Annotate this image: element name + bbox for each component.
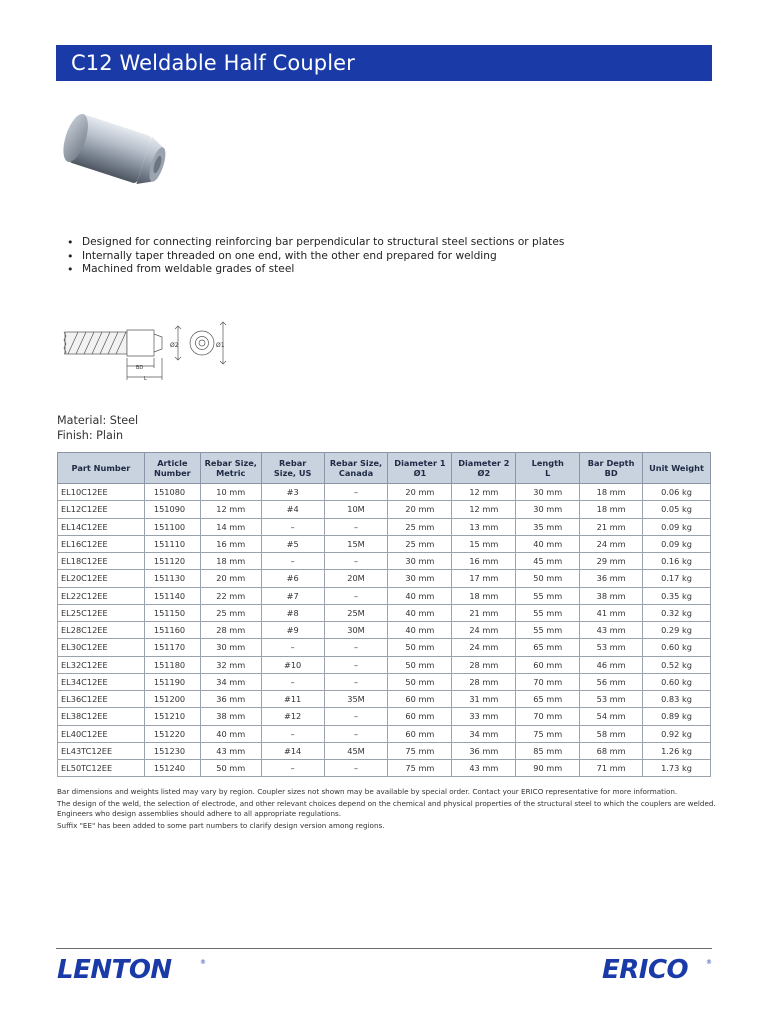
table-cell: – — [324, 760, 388, 777]
table-cell: 70 mm — [516, 708, 580, 725]
table-cell: 10M — [324, 501, 388, 518]
table-cell: 40 mm — [388, 622, 452, 639]
table-cell: 50 mm — [516, 570, 580, 587]
table-cell: 40 mm — [388, 587, 452, 604]
table-cell: 32 mm — [200, 656, 261, 673]
part-number-cell: EL10C12EE — [58, 484, 145, 501]
table-cell: 50 mm — [388, 639, 452, 656]
part-number-cell: EL20C12EE — [58, 570, 145, 587]
table-header-cell — [200, 453, 261, 484]
feature-item: • Designed for connecting reinforcing bar perpendicular to structural steel sections or plates — [66, 236, 564, 250]
table-cell: 45 mm — [516, 553, 580, 570]
table-cell: 34 mm — [452, 725, 516, 742]
technical-drawing — [60, 318, 240, 384]
table-cell: 151170 — [144, 639, 200, 656]
spec-table — [57, 452, 711, 777]
table-header-cell — [144, 453, 200, 484]
table-cell: 15 mm — [452, 535, 516, 552]
header-text: Ø1 — [413, 468, 427, 478]
header-text: Rebar Size, — [329, 458, 383, 468]
table-cell: – — [324, 725, 388, 742]
drawing-label-d1: Ø1 — [216, 342, 225, 349]
header-text: Diameter 1 — [394, 458, 446, 468]
part-number-cell: EL16C12EE — [58, 535, 145, 552]
table-cell: 25 mm — [388, 535, 452, 552]
table-cell: 40 mm — [516, 535, 580, 552]
header-text: Part Number — [71, 463, 131, 473]
table-cell: 18 mm — [200, 553, 261, 570]
table-cell: 151190 — [144, 673, 200, 690]
table-cell: – — [324, 673, 388, 690]
table-cell: 50 mm — [200, 760, 261, 777]
part-number-cell: EL43TC12EE — [58, 742, 145, 759]
table-cell: 55 mm — [516, 622, 580, 639]
table-cell: 151080 — [144, 484, 200, 501]
table-cell: 20 mm — [388, 484, 452, 501]
lenton-logo-text: LENTON — [57, 955, 172, 983]
table-cell: #9 — [261, 622, 324, 639]
table-row — [58, 691, 711, 708]
table-cell: 50 mm — [388, 673, 452, 690]
part-number-cell: EL36C12EE — [58, 691, 145, 708]
lenton-logo — [57, 955, 207, 983]
table-cell: 38 mm — [200, 708, 261, 725]
table-cell: 71 mm — [580, 760, 643, 777]
table-cell: 35 mm — [516, 518, 580, 535]
table-cell: 90 mm — [516, 760, 580, 777]
table-cell: 21 mm — [452, 604, 516, 621]
drawing-label-d2: Ø2 — [170, 342, 179, 349]
table-cell: 24 mm — [452, 639, 516, 656]
table-cell: – — [324, 708, 388, 725]
table-cell: 28 mm — [200, 622, 261, 639]
table-cell: – — [324, 587, 388, 604]
table-cell: 68 mm — [580, 742, 643, 759]
table-cell: 0.09 kg — [643, 518, 711, 535]
part-number-cell: EL50TC12EE — [58, 760, 145, 777]
header-text: Metric — [216, 468, 246, 478]
table-cell: 18 mm — [580, 484, 643, 501]
table-cell: – — [261, 760, 324, 777]
table-cell: 0.32 kg — [643, 604, 711, 621]
table-row — [58, 656, 711, 673]
table-cell: 53 mm — [580, 691, 643, 708]
table-cell: 151100 — [144, 518, 200, 535]
table-cell: 0.60 kg — [643, 673, 711, 690]
table-header-cell — [324, 453, 388, 484]
header-text: Canada — [338, 468, 374, 478]
table-cell: – — [261, 518, 324, 535]
table-cell: 31 mm — [452, 691, 516, 708]
table-cell: 0.06 kg — [643, 484, 711, 501]
table-cell: 60 mm — [516, 656, 580, 673]
table-cell: 20 mm — [200, 570, 261, 587]
table-cell: 151180 — [144, 656, 200, 673]
part-number-cell: EL18C12EE — [58, 553, 145, 570]
table-cell: #5 — [261, 535, 324, 552]
table-row — [58, 708, 711, 725]
table-row — [58, 535, 711, 552]
table-cell: 24 mm — [452, 622, 516, 639]
table-cell: 65 mm — [516, 691, 580, 708]
table-header-cell — [580, 453, 643, 484]
table-cell: 36 mm — [200, 691, 261, 708]
table-cell: 36 mm — [452, 742, 516, 759]
header-text: Size, US — [273, 468, 312, 478]
table-cell: 33 mm — [452, 708, 516, 725]
header-text: Rebar Size, — [204, 458, 257, 468]
table-cell: 151130 — [144, 570, 200, 587]
table-cell: 0.35 kg — [643, 587, 711, 604]
table-cell: 41 mm — [580, 604, 643, 621]
table-cell: 12 mm — [452, 484, 516, 501]
table-cell: 0.29 kg — [643, 622, 711, 639]
table-cell: 75 mm — [516, 725, 580, 742]
table-row — [58, 604, 711, 621]
part-number-cell: EL34C12EE — [58, 673, 145, 690]
erico-logo-text: ERICO — [602, 955, 689, 983]
table-cell: 29 mm — [580, 553, 643, 570]
table-cell: 12 mm — [452, 501, 516, 518]
table-cell: #4 — [261, 501, 324, 518]
table-cell: 40 mm — [200, 725, 261, 742]
table-cell: 30 mm — [388, 570, 452, 587]
table-cell: 151220 — [144, 725, 200, 742]
table-row — [58, 760, 711, 777]
table-cell: 0.60 kg — [643, 639, 711, 656]
table-cell: 151230 — [144, 742, 200, 759]
note-line: Bar dimensions and weights listed may vary by region. Coupler sizes not shown may be available by special order. Contact your ERICO representative for more information. — [57, 787, 678, 796]
product-photo — [58, 96, 172, 216]
table-cell: #10 — [261, 656, 324, 673]
table-cell: 60 mm — [388, 691, 452, 708]
table-cell: 22 mm — [200, 587, 261, 604]
table-header-cell — [516, 453, 580, 484]
table-cell: – — [261, 553, 324, 570]
table-cell: 43 mm — [452, 760, 516, 777]
table-cell: 151240 — [144, 760, 200, 777]
table-cell: 151140 — [144, 587, 200, 604]
table-cell: 151090 — [144, 501, 200, 518]
table-cell: #11 — [261, 691, 324, 708]
table-cell: 151160 — [144, 622, 200, 639]
table-cell: 0.89 kg — [643, 708, 711, 725]
header-text: Unit Weight — [649, 463, 704, 473]
erico-logo — [602, 955, 714, 983]
table-cell: 30 mm — [388, 553, 452, 570]
table-cell: 46 mm — [580, 656, 643, 673]
table-cell: 53 mm — [580, 639, 643, 656]
part-number-cell: EL32C12EE — [58, 656, 145, 673]
finish-line: Finish: Plain — [57, 429, 124, 442]
table-cell: 14 mm — [200, 518, 261, 535]
table-header-cell — [261, 453, 324, 484]
table-row — [58, 501, 711, 518]
page-title: C12 Weldable Half Coupler — [56, 45, 712, 81]
table-cell: 0.16 kg — [643, 553, 711, 570]
table-cell: 0.09 kg — [643, 535, 711, 552]
part-number-cell: EL28C12EE — [58, 622, 145, 639]
table-cell: 16 mm — [200, 535, 261, 552]
feature-list — [66, 236, 564, 277]
notes — [57, 787, 717, 833]
table-row — [58, 484, 711, 501]
table-cell: 151200 — [144, 691, 200, 708]
table-cell: 30M — [324, 622, 388, 639]
table-cell: 151210 — [144, 708, 200, 725]
table-cell: 60 mm — [388, 708, 452, 725]
feature-item: • Internally taper threaded on one end, with the other end prepared for welding — [66, 250, 564, 264]
table-row — [58, 518, 711, 535]
material-line: Material: Steel — [57, 414, 139, 427]
table-cell: 36 mm — [580, 570, 643, 587]
header-text: BD — [604, 468, 618, 478]
table-cell: 0.83 kg — [643, 691, 711, 708]
table-cell: 151150 — [144, 604, 200, 621]
table-cell: #3 — [261, 484, 324, 501]
header-text: Rebar — [278, 458, 307, 468]
table-cell: #8 — [261, 604, 324, 621]
table-header-row — [58, 453, 711, 484]
table-cell: 25 mm — [200, 604, 261, 621]
table-cell: 56 mm — [580, 673, 643, 690]
table-cell: 38 mm — [580, 587, 643, 604]
table-cell: 30 mm — [516, 501, 580, 518]
table-cell: 30 mm — [516, 484, 580, 501]
feature-item: • Machined from weldable grades of steel — [66, 263, 564, 277]
table-cell: – — [261, 725, 324, 742]
table-cell: 35M — [324, 691, 388, 708]
table-cell: 70 mm — [516, 673, 580, 690]
table-cell: 13 mm — [452, 518, 516, 535]
table-cell: 75 mm — [388, 760, 452, 777]
table-cell: – — [261, 673, 324, 690]
part-number-cell: EL38C12EE — [58, 708, 145, 725]
table-row — [58, 587, 711, 604]
table-cell: 0.52 kg — [643, 656, 711, 673]
table-cell: 28 mm — [452, 673, 516, 690]
table-cell: 43 mm — [580, 622, 643, 639]
table-header-cell — [452, 453, 516, 484]
table-cell: 16 mm — [452, 553, 516, 570]
table-cell: – — [324, 484, 388, 501]
table-cell: 18 mm — [580, 501, 643, 518]
table-row — [58, 725, 711, 742]
table-row — [58, 639, 711, 656]
table-cell: 30 mm — [200, 639, 261, 656]
table-cell: 151120 — [144, 553, 200, 570]
table-cell: 20 mm — [388, 501, 452, 518]
material-info — [57, 413, 138, 443]
table-cell: 40 mm — [388, 604, 452, 621]
note-line: The design of the weld, the selection of electrode, and other relevant choices depend on the chemical and physical properties of the structural steel to which the couplers are welded. Engineers who design assemblies should adhere to all appropriate regulations. — [57, 798, 716, 819]
table-cell: – — [261, 639, 324, 656]
table-cell: 0.05 kg — [643, 501, 711, 518]
table-cell: 60 mm — [388, 725, 452, 742]
table-cell: – — [324, 639, 388, 656]
table-cell: 58 mm — [580, 725, 643, 742]
part-number-cell: EL25C12EE — [58, 604, 145, 621]
table-cell: 50 mm — [388, 656, 452, 673]
svg-text:®: ® — [200, 959, 206, 966]
drawing-label-l: L — [144, 376, 147, 382]
table-cell: – — [324, 518, 388, 535]
table-cell: 65 mm — [516, 639, 580, 656]
header-text: Length — [531, 458, 564, 468]
table-body — [58, 484, 711, 777]
part-number-cell: EL30C12EE — [58, 639, 145, 656]
part-number-cell: EL12C12EE — [58, 501, 145, 518]
header-text: Article — [157, 458, 188, 468]
table-cell: 55 mm — [516, 587, 580, 604]
table-cell: 25 mm — [388, 518, 452, 535]
table-cell: 18 mm — [452, 587, 516, 604]
table-cell: 10 mm — [200, 484, 261, 501]
table-cell: 151110 — [144, 535, 200, 552]
table-cell: 17 mm — [452, 570, 516, 587]
table-cell: 25M — [324, 604, 388, 621]
table-cell: 0.92 kg — [643, 725, 711, 742]
table-cell: #14 — [261, 742, 324, 759]
table-row — [58, 570, 711, 587]
table-row — [58, 553, 711, 570]
table-row — [58, 673, 711, 690]
table-row — [58, 622, 711, 639]
table-cell: – — [324, 553, 388, 570]
table-cell: 54 mm — [580, 708, 643, 725]
table-cell: #6 — [261, 570, 324, 587]
note-line: Suffix "EE" has been added to some part numbers to clarify design version among regions. — [57, 821, 385, 830]
table-cell: 1.26 kg — [643, 742, 711, 759]
part-number-cell: EL14C12EE — [58, 518, 145, 535]
table-cell: 20M — [324, 570, 388, 587]
table-header-cell — [58, 453, 145, 484]
table-cell: 1.73 kg — [643, 760, 711, 777]
table-cell: 45M — [324, 742, 388, 759]
table-cell: 12 mm — [200, 501, 261, 518]
header-text: L — [545, 468, 551, 478]
table-cell: 24 mm — [580, 535, 643, 552]
table-cell: 75 mm — [388, 742, 452, 759]
part-number-cell: EL22C12EE — [58, 587, 145, 604]
drawing-label-bd: BD — [136, 365, 144, 371]
svg-text:®: ® — [706, 959, 712, 966]
table-cell: 15M — [324, 535, 388, 552]
table-cell: 55 mm — [516, 604, 580, 621]
table-cell: 34 mm — [200, 673, 261, 690]
table-cell: 21 mm — [580, 518, 643, 535]
header-text: Ø2 — [477, 468, 491, 478]
table-cell: #7 — [261, 587, 324, 604]
table-header-cell — [643, 453, 711, 484]
table-row — [58, 742, 711, 759]
table-cell: 85 mm — [516, 742, 580, 759]
table-cell: 28 mm — [452, 656, 516, 673]
header-text: Diameter 2 — [458, 458, 510, 468]
part-number-cell: EL40C12EE — [58, 725, 145, 742]
table-cell: #12 — [261, 708, 324, 725]
table-header-cell — [388, 453, 452, 484]
table-cell: 43 mm — [200, 742, 261, 759]
table-cell: – — [324, 656, 388, 673]
table-cell: 0.17 kg — [643, 570, 711, 587]
header-text: Number — [154, 468, 191, 478]
footer-divider — [56, 948, 712, 949]
header-text: Bar Depth — [587, 458, 635, 468]
